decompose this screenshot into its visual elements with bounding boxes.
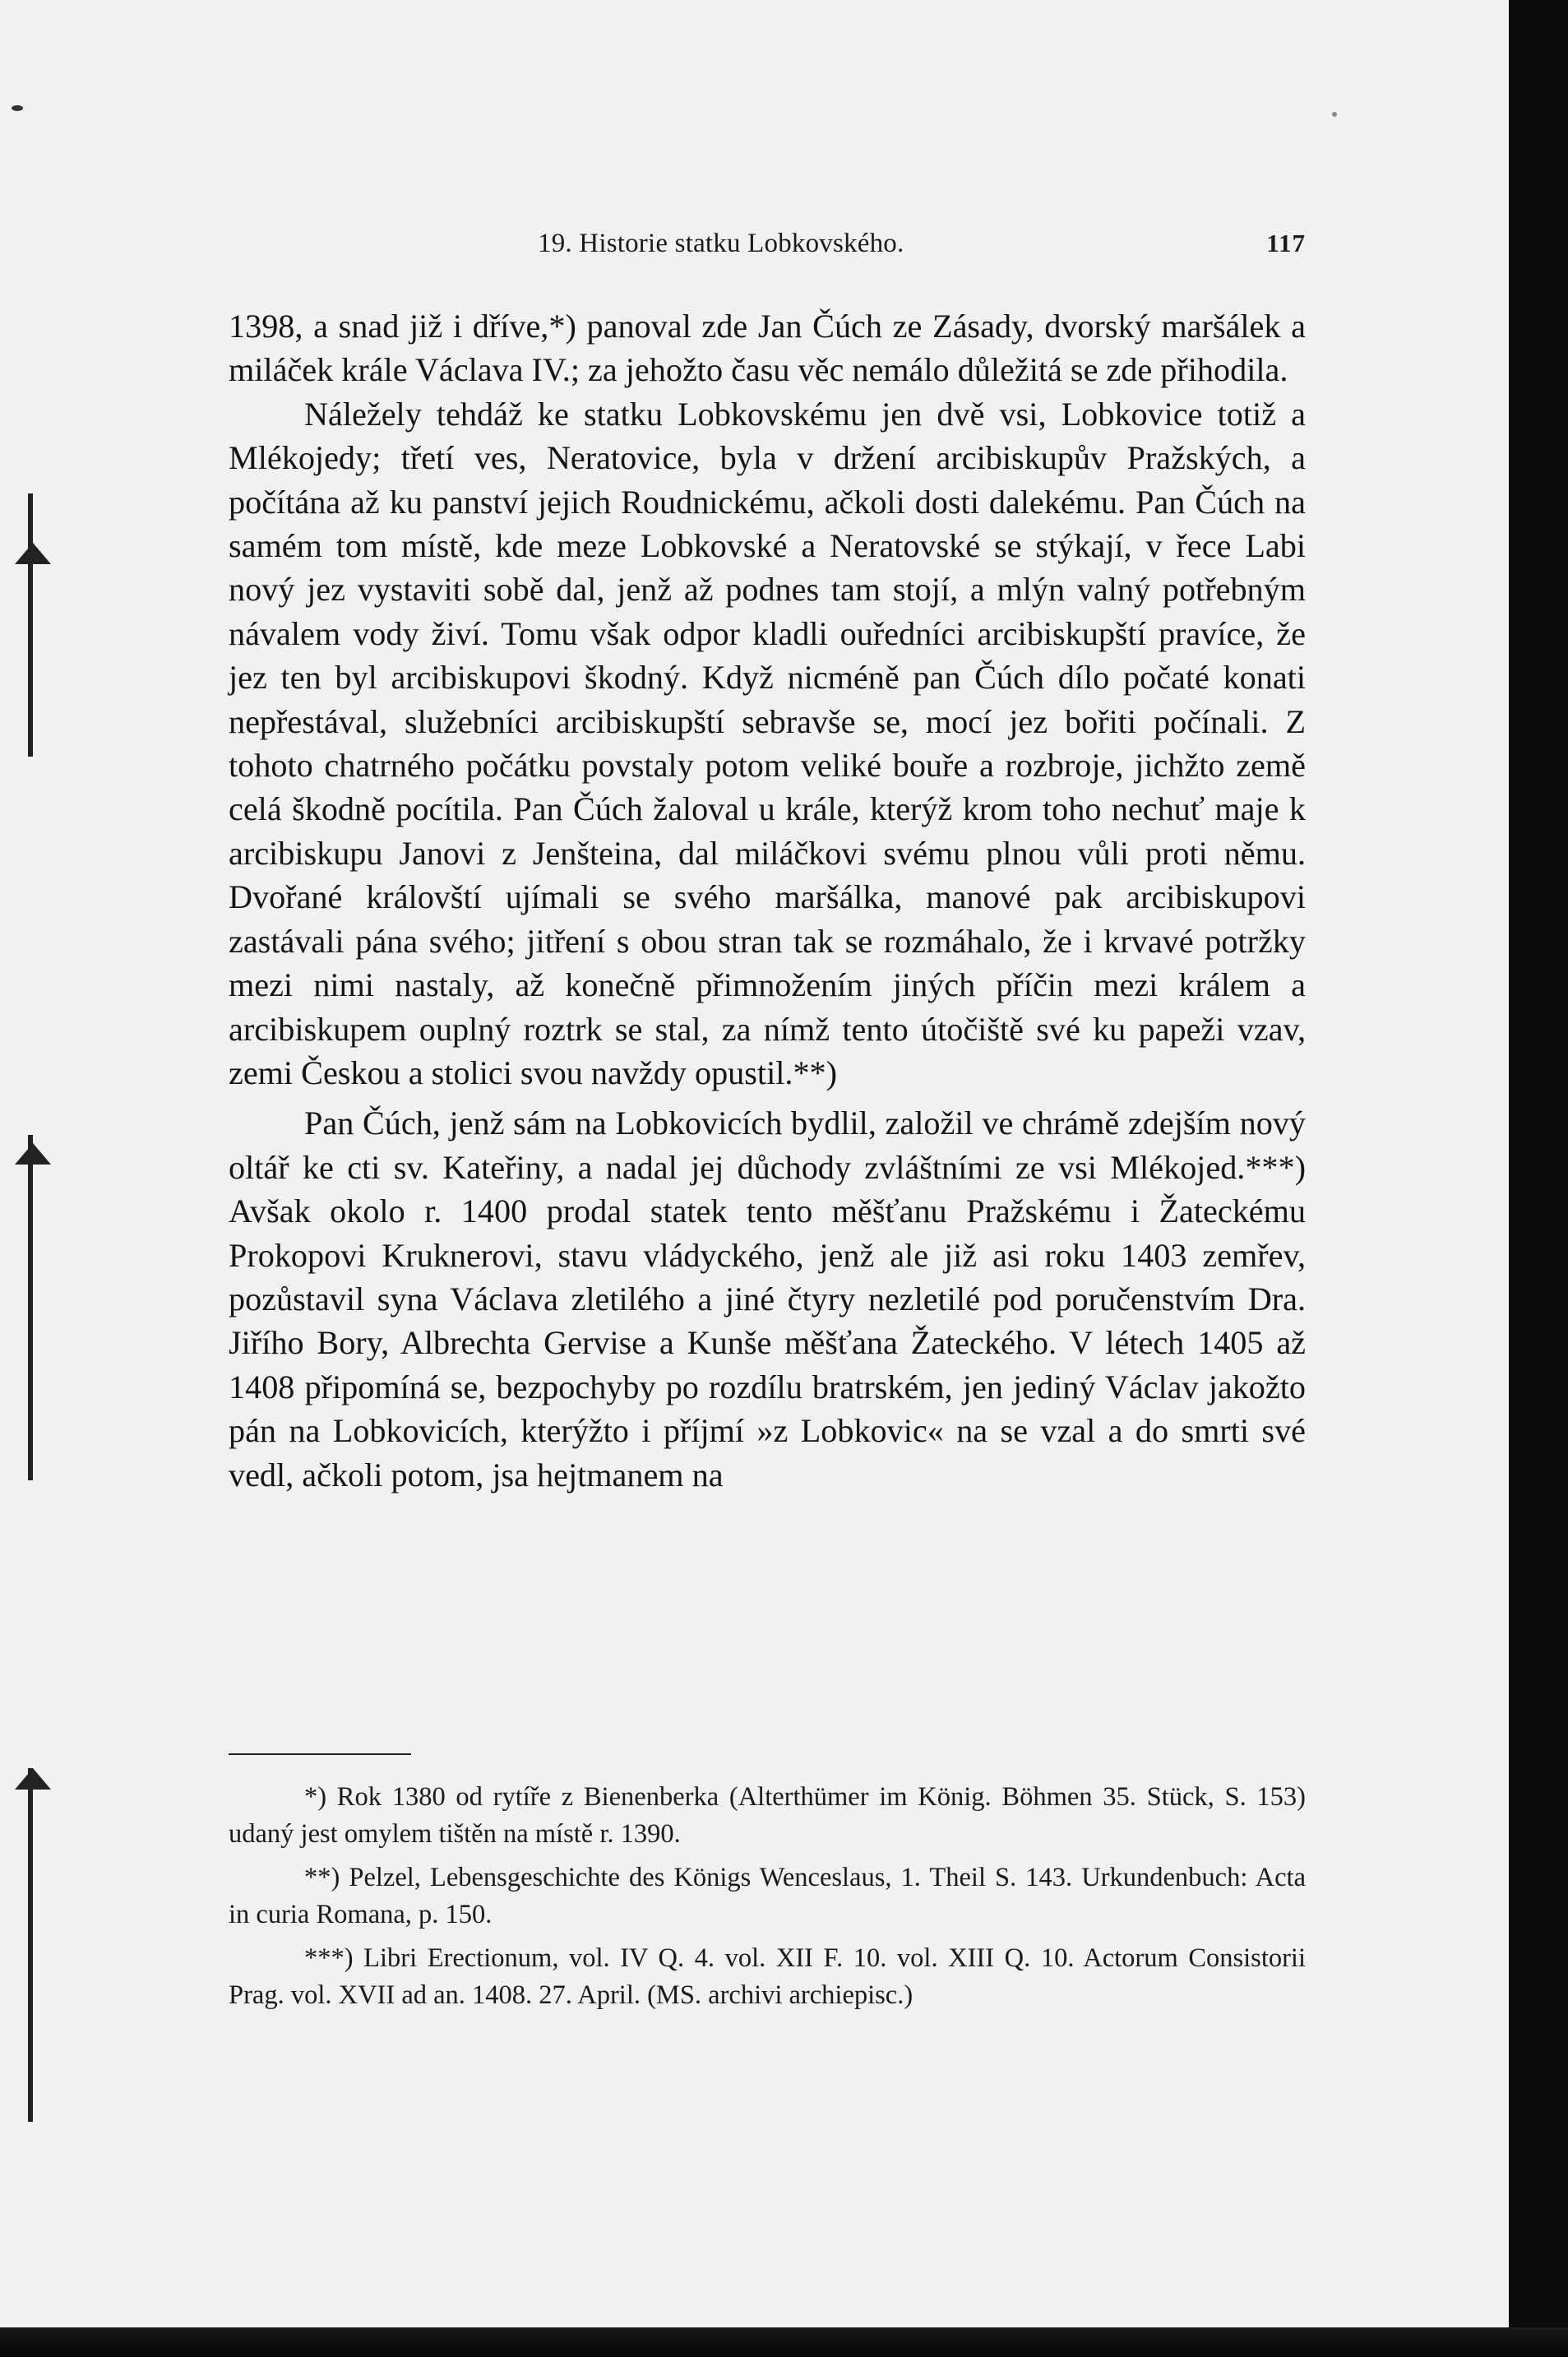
scan-background-bottom [0, 2327, 1568, 2357]
dust-speck [12, 105, 23, 111]
running-title: 19. Historie statku Lobkovského. [538, 229, 904, 258]
page-number: 117 [1266, 229, 1306, 257]
footnote-separator [229, 1753, 411, 1755]
binding-arrow-middle [15, 1143, 51, 1165]
scan-background-right [1509, 0, 1568, 2357]
footnote-1: *) Rok 1380 od rytíře z Bienenberka (Alterthümer im König. Böhmen 35. Stück, S. 153) udaný jest omylem tištěn na místě r. 1390. [229, 1782, 1306, 1849]
binding-mark-lower [28, 1768, 33, 2122]
footnote-2: **) Pelzel, Lebensgeschichte des Königs Wenceslaus, 1. Theil S. 143. Urkundenbuch: Acta in curia Romana, p. 150. [229, 1863, 1306, 1929]
binding-mark-middle [28, 1135, 33, 1480]
running-header [229, 229, 1306, 270]
binding-mark-upper [28, 493, 33, 757]
dust-speck [1332, 112, 1337, 117]
binding-arrow-lower [15, 1768, 51, 1790]
binding-arrow-upper [15, 543, 51, 564]
footnote-3: ***) Libri Erectionum, vol. IV Q. 4. vol. XII F. 10. vol. XIII Q. 10. Actorum Consistorii Prag. vol. XVII ad an. 1408. 27. April. (MS. archivi archiepisc.) [229, 1943, 1306, 2010]
paragraph: Náležely tehdáž ke statku Lobkovskému jen dvě vsi, Lobkovice totiž a Mlékojedy; třetí ves, Neratovice, byla v držení arcibiskupův Pražských, a počítána až ku panství jejich Roudnickému, ačkoli dosti dalekému. Pan Čúch na samém tom místě, kde meze Lobkovské a Neratovské se stýkají, v řece Labi nový jez vystaviti sobě dal, jenž až podnes tam stojí, a mlýn valný potřebným návalem vody živí. Tomu však odpor kladli ouředníci arcibiskupští pravíce, že jez ten byl arcibiskupovi škodný. Když nicméně pan Čúch dílo počaté konati nepřestával, služebníci arcibiskupští sebravše se, mocí jez bořiti počínali. Z tohoto chatrného počátku povstaly potom veliké bouře a rozbroje, jichžto země celá škodně pocítila. Pan Čúch žaloval u krále, kterýž krom toho nechuť maje k arcibiskupu Janovi z Jenšteina, dal miláčkovi svému plnou vůli proti němu. Dvořané královští ujímali se svého maršálka, manové pak arcibiskupovi zastávali pána svého; jitření s obou stran tak se rozmáhalo, že i krvavé potržky mezi nimi nastaly, až konečně přimnožením jiných příčin mezi králem a arcibiskupem ouplný roztrk se stal, za nímž tento útočiště své ku papeži vzav, zemi Českou a stolici svou navždy opustil.**) [229, 395, 1306, 1091]
paragraph-continuation: 1398, a snad již i dříve,*) panoval zde Jan Čúch ze Zásady, dvorský maršálek a miláček krále Václava IV.; za jehožto času věc nemálo důležitá se zde přihodila. [229, 308, 1306, 389]
footnotes [229, 1779, 1306, 2021]
main-text [229, 304, 1306, 1497]
paragraph: Pan Čúch, jenž sám na Lobkovicích bydlil, založil ve chrámě zdejším nový oltář ke cti sv. Kateřiny, a nadal jej důchody zvláštními ze vsi Mlékojed.***) Avšak okolo r. 1400 prodal statek tento měšťanu Pražskému i Žateckému Prokopovi Kruknerovi, stavu vládyckého, jenž ale již asi roku 1403 zemřev, pozůstavil syna Václava zletilého a jiné čtyry nezletilé pod poručenstvím Dra. Jiřího Bory, Albrechta Gervise a Kunše měšťana Žateckého. V létech 1405 až 1408 připomíná se, bezpochyby po rozdílu bratrském, jen jediný Václav jakožto pán na Lobkovicích, kterýžto i příjmí »z Lobkovic« na se vzal a do smrti své vedl, ačkoli potom, jsa hejtmanem na [229, 1104, 1306, 1493]
